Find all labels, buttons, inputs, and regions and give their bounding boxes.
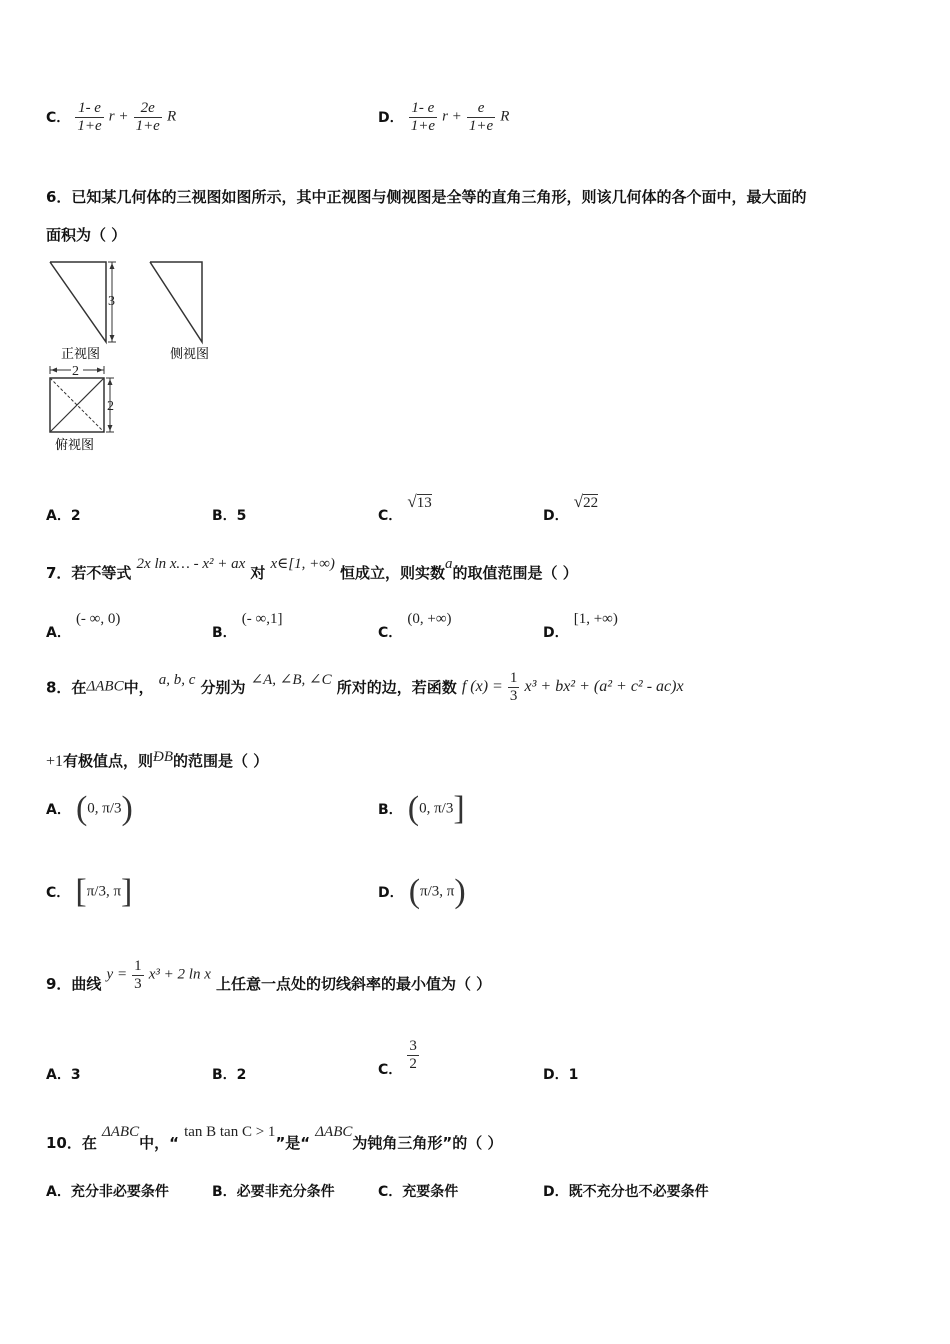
q7-option-d-value: [1, +∞) [573,611,618,627]
q7-option-b [212,608,283,641]
q5-option-c-frac1: $\frac{1- e}{1+e}$ [77,100,102,134]
q8-stem-line1 [46,670,684,704]
q10-option-d: D．既不充分也不必要条件 [543,1184,709,1200]
q10-t3: 为钝角三角形”的（ ） [352,1134,503,1152]
left-bracket-icon: [ [75,873,87,910]
q10-option-a: A．充分非必要条件 [46,1184,169,1200]
q9-lhs: y = [106,966,128,983]
q8-option-b-label: B． [378,802,403,818]
q10-t2: ”是“ [275,1134,311,1152]
q8-line2-math: +1 [46,753,64,770]
q7-option-d [543,608,618,641]
q9-suffix: 上任意一点处的切线斜率的最小值为（ ） [215,974,492,993]
q7-option-b-value: (- ∞,1] [241,611,283,627]
q7-prefix: 7．若不等式 [46,564,132,582]
left-paren-icon: ( [407,790,420,827]
q8-line2-angle: ÐB [153,749,174,765]
right-bracket-icon: ] [121,873,133,910]
front-view-label: 正视图 [61,347,101,362]
q9-option-c-label: C． [378,1061,403,1078]
sqrt-icon: √ [407,492,417,511]
q8-option-a [46,790,133,828]
q8-option-d [378,873,466,911]
dim-3-label: 3 [108,294,115,309]
q5-option-d-label: D． [378,110,404,126]
q10-prefix: 10．在 [46,1134,97,1152]
q6-stem-line2: 面积为（ ） [46,226,127,244]
q9-option-c-frac: $\frac{3}{2}$ [409,1038,417,1072]
q5-option-c [46,100,176,134]
q8-option-b [378,790,465,828]
q8-option-d-value: π/3, π [420,883,455,900]
q8-angles: ∠A, ∠B, ∠C [250,671,332,688]
q8-option-a-label: A． [46,802,71,818]
q8-stem-line2 [46,750,268,771]
dim-2-height-label: 2 [107,399,114,414]
q8-func-lhs: f (x) = [461,678,503,695]
q10-condition: tan B tan C > 1 [184,1124,276,1140]
q8-option-c [46,873,132,911]
dim-2-width-label: 2 [72,364,79,379]
q5-option-d-mid: r + [442,108,462,125]
q9-option-c [378,1038,419,1078]
q8-t1: 中， [123,678,154,697]
q7-option-b-label: B． [212,625,237,641]
q9-frac: $\frac{1}{3}$ [134,958,142,992]
right-bracket-icon: ] [453,790,465,827]
q10-option-c: C．充要条件 [378,1184,459,1200]
q10-triangle-2: ΔABC [315,1124,353,1140]
q6-option-d [543,492,599,524]
q7-option-c [378,608,452,641]
q8-option-c-label: C． [46,885,71,901]
q5-option-d [378,100,509,134]
q5-option-c-label: C． [46,110,71,126]
q9-option-d: D．1 [543,1067,579,1083]
q8-line2-text: 有极值点，则 [63,752,154,770]
q7-suffix2: 的取值范围是（ ） [452,564,578,582]
q7-suffix1: 恒成立，则实数 [340,564,446,582]
q5-option-c-end: R [166,108,177,125]
q9-rhs: x³ + 2 ln x [148,966,211,983]
q6-option-b: B．5 [212,508,247,524]
q7-mid: 对 [250,564,266,582]
q10-option-b: B．必要非充分条件 [212,1184,335,1200]
q9-option-a: A．3 [46,1067,81,1083]
left-paren-icon: ( [75,790,88,827]
q8-triangle: ΔABC [86,678,124,695]
side-view-label: 侧视图 [170,347,210,362]
q8-line2-end: 的范围是（ ） [173,752,269,770]
right-paren-icon: ) [121,790,133,827]
q7-domain: x∈[1, +∞) [270,556,335,572]
q7-stem [46,552,578,582]
q10-stem [46,1120,503,1152]
q7-var: a [445,556,453,572]
q8-func-rhs: x³ + bx² + (a² + c² - ac)x [524,678,684,695]
left-paren-icon: ( [408,873,421,910]
q6-stem-line1: 6．已知某几何体的三视图如图所示，其中正视图与侧视图是全等的直角三角形，则该几何体的各个面中，最大面的 [46,188,807,206]
q6-option-d-label: D． [543,508,569,524]
q7-inequality: 2x ln x… - x² + ax [136,556,246,572]
q5-option-d-frac1: $\frac{1- e}{1+e}$ [410,100,435,134]
q10-t1: 中，“ [139,1134,179,1152]
q6-option-c [378,492,432,524]
q6-option-c-value: 13 [416,495,432,511]
q8-t2: 分别为 [200,678,246,697]
q9-stem [46,958,491,992]
q5-option-c-mid: r + [108,108,129,125]
front-view-triangle [50,262,116,342]
q6-option-c-label: C． [378,508,403,524]
q6-option-a: A．2 [46,508,81,524]
q5-option-d-frac2: $\frac{e}{1+e}$ [468,100,494,134]
q7-option-a-label: A． [46,625,71,641]
q9-prefix: 9．曲线 [46,974,102,993]
q6-three-view-figure [44,256,234,456]
q8-option-d-label: D． [378,885,404,901]
q7-option-c-value: (0, +∞) [407,611,452,627]
q8-prefix: 8．在 [46,678,87,697]
q9-option-b: B．2 [212,1067,247,1083]
q8-option-c-value: π/3, π [86,883,122,900]
q6-option-d-value: 22 [583,495,599,511]
q8-option-a-value: 0, π/3 [87,800,122,817]
q8-func-frac: $\frac{1}{3}$ [509,670,518,704]
q8-option-b-value: 0, π/3 [419,800,454,817]
q7-option-c-label: C． [378,625,403,641]
q8-t3: 所对的边，若函数 [336,678,457,697]
side-view-triangle [150,262,202,342]
sqrt-icon: √ [573,492,584,511]
right-paren-icon: ) [454,873,466,910]
q10-triangle-1: ΔABC [101,1124,140,1140]
top-view-label: 俯视图 [55,438,95,453]
q7-option-a [46,608,121,641]
q5-option-c-frac2: $\frac{2e}{1+e}$ [135,100,160,134]
q7-option-a-value: (- ∞, 0) [75,611,121,627]
q8-sides: a, b, c [158,671,196,688]
q7-option-d-label: D． [543,625,569,641]
q5-option-d-end: R [500,108,510,125]
